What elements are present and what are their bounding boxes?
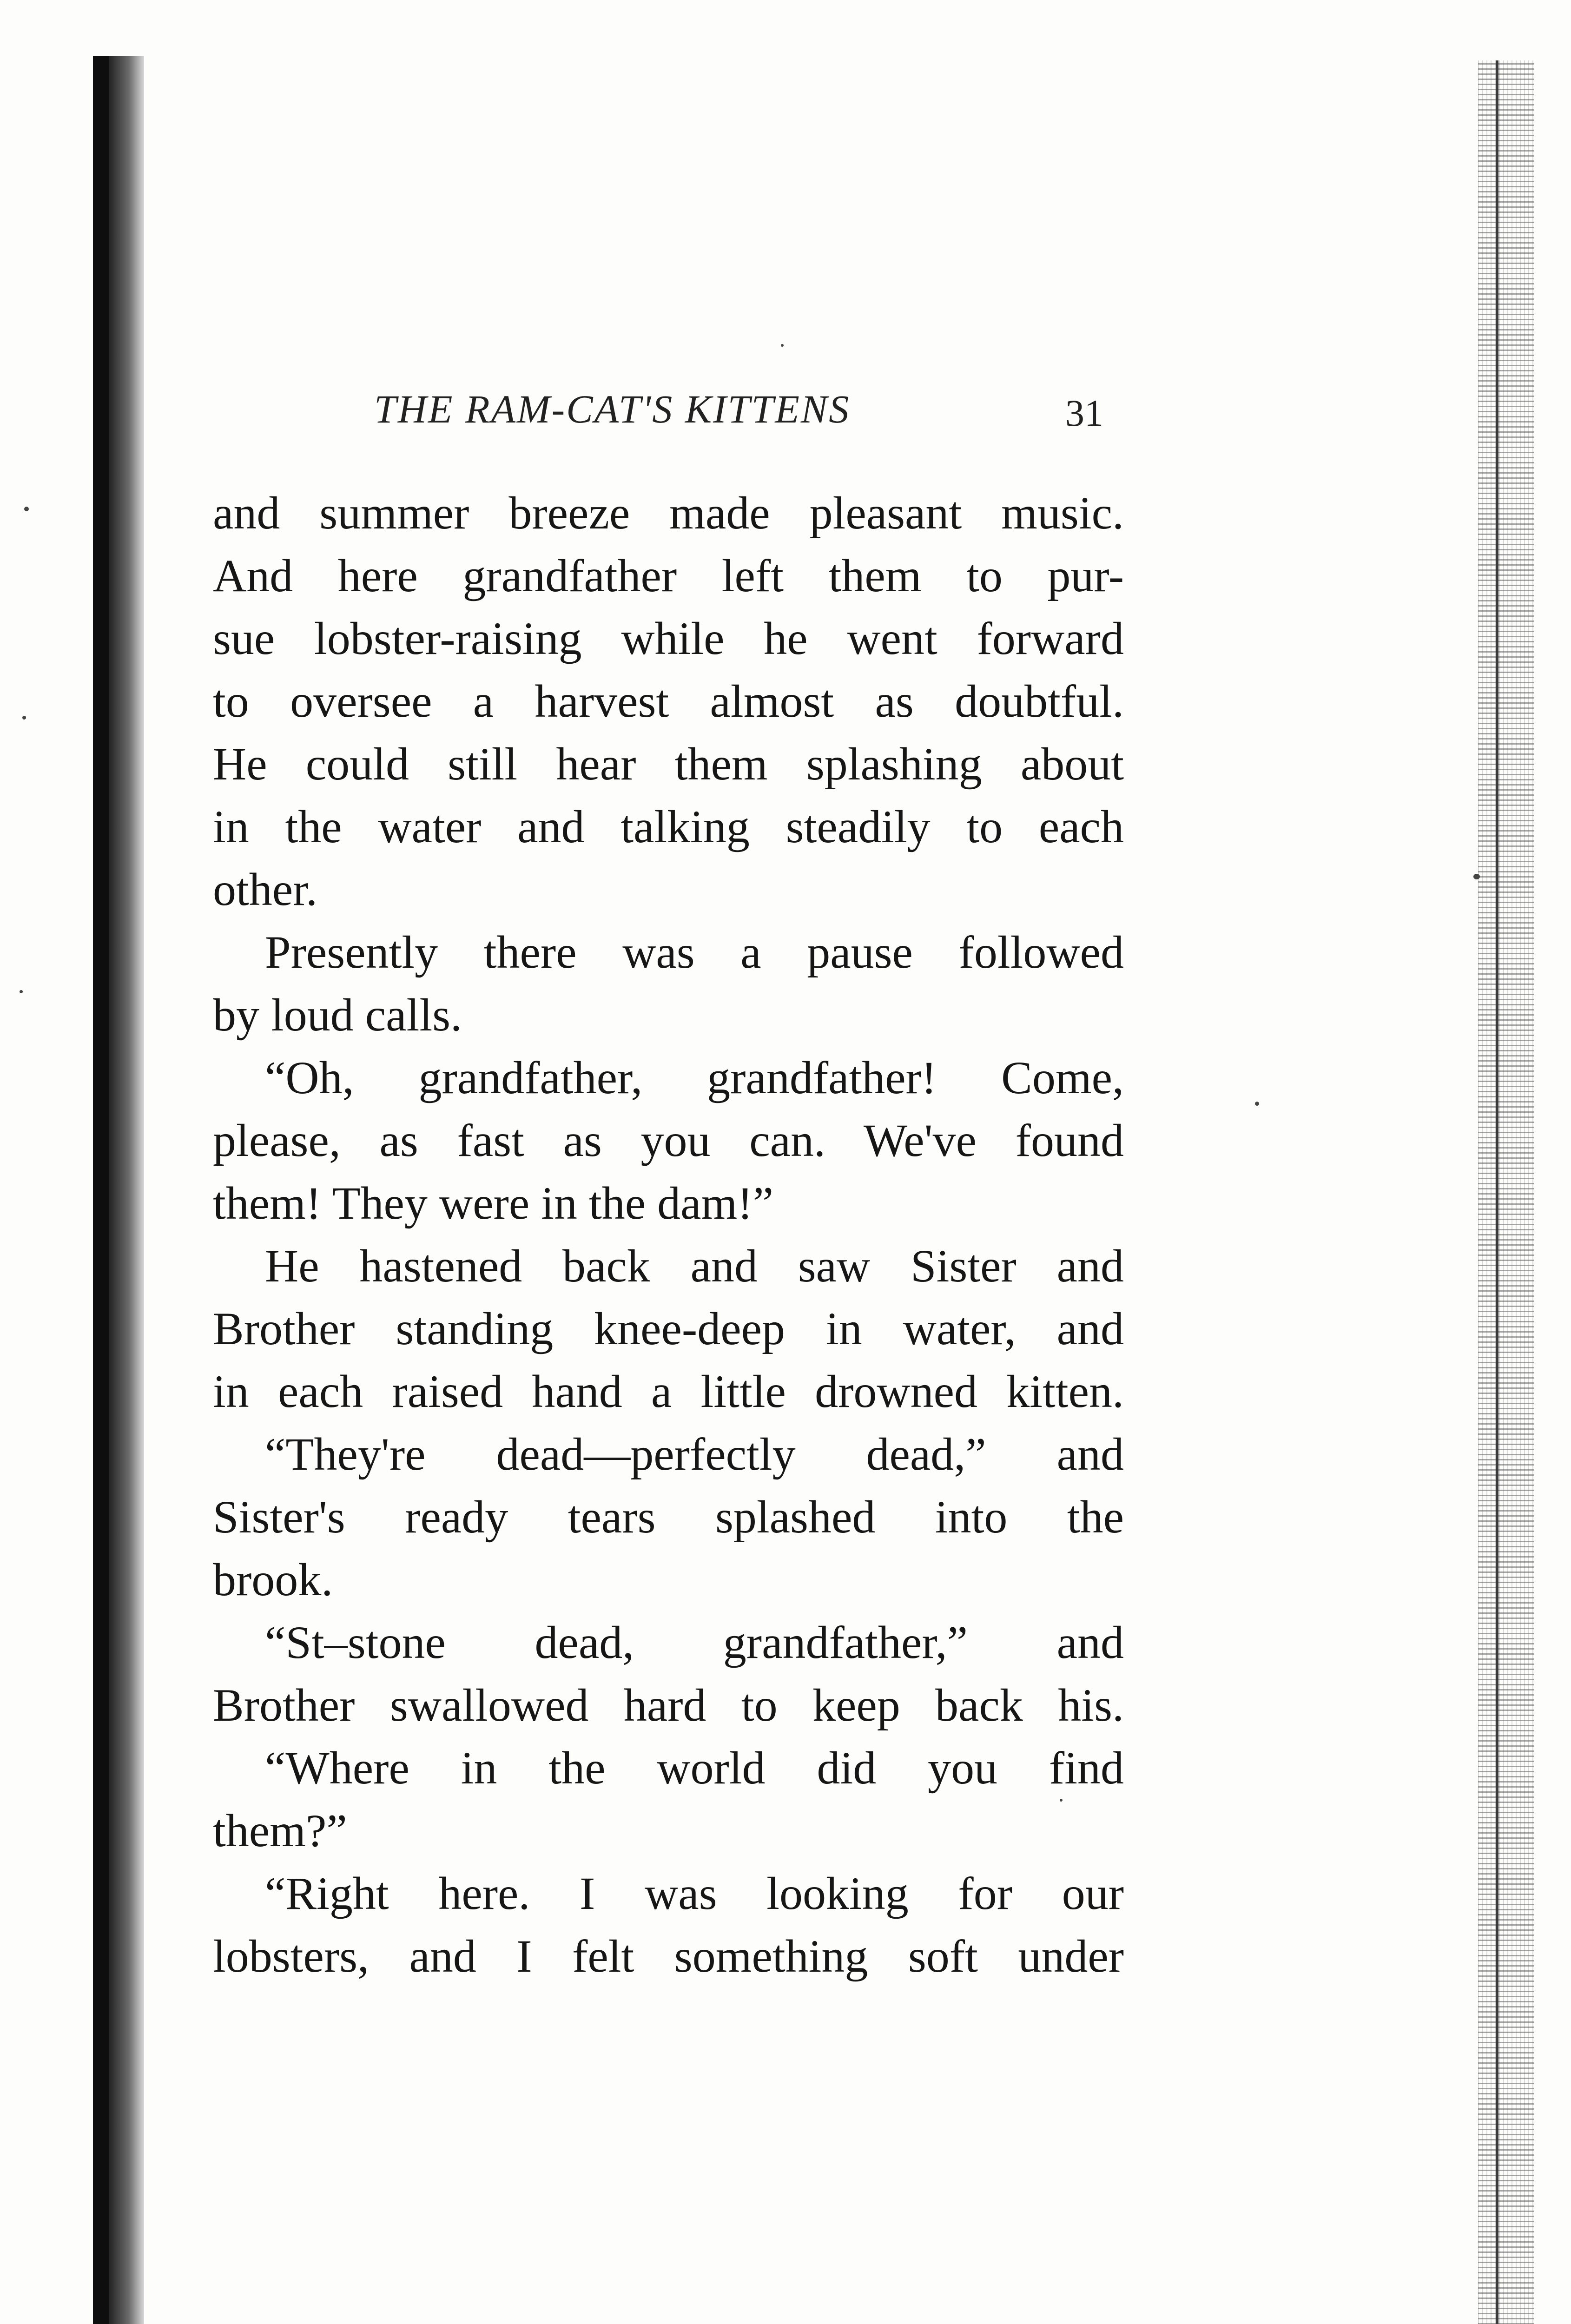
text-line: Presently there was a pause followed — [265, 926, 1124, 978]
text-line: please, as fast as you can. We've found — [213, 1115, 1124, 1166]
binding-edge — [93, 56, 109, 2324]
text-line: “Right here. I was looking for our — [265, 1868, 1124, 1919]
speck — [1255, 1102, 1259, 1106]
page-edge-rule — [1496, 60, 1498, 2324]
speck — [781, 344, 784, 347]
running-head-title: THE RAM-CAT'S KITTENS — [374, 387, 851, 431]
speck — [1060, 1799, 1063, 1802]
text-line: in the water and talking steadily to each — [213, 801, 1124, 852]
body-text — [213, 482, 1124, 1987]
text-line: and summer breeze made pleasant music. — [213, 487, 1124, 539]
text-line: to oversee a harvest almost as doubtful. — [213, 675, 1124, 727]
text-line: them?” — [213, 1805, 347, 1856]
text-line: them! They were in the dam!” — [213, 1177, 774, 1229]
text-line: brook. — [213, 1554, 333, 1605]
text-line: “St–stone dead, grandfather,” and — [265, 1617, 1124, 1668]
page-edge-noise — [1478, 60, 1534, 2324]
text-line: “They're dead—perfectly dead,” and — [265, 1428, 1124, 1480]
text-line: And here grandfather left them to pur- — [213, 550, 1124, 601]
text-line: other. — [213, 864, 317, 915]
text-line: He hastened back and saw Sister and — [265, 1240, 1124, 1292]
text-line: He could still hear them splashing about — [213, 738, 1124, 790]
speck — [1473, 874, 1480, 879]
text-line: in each raised hand a little drowned kitten. — [213, 1366, 1124, 1417]
speck — [20, 990, 23, 993]
text-line: Sister's ready tears splashed into the — [213, 1491, 1124, 1543]
text-line: lobsters, and I felt something soft under — [213, 1930, 1124, 1982]
speck — [24, 507, 29, 511]
text-line: Brother standing knee-deep in water, and — [213, 1303, 1124, 1354]
text-line: Brother swallowed hard to keep back his. — [213, 1679, 1124, 1731]
text-line: sue lobster-raising while he went forward — [213, 613, 1124, 664]
text-line: by loud calls. — [213, 989, 462, 1041]
text-line: “Where in the world did you find — [265, 1742, 1124, 1794]
page-number: 31 — [1065, 392, 1103, 434]
speck — [22, 716, 26, 720]
text-line: “Oh, grandfather, grandfather! Come, — [265, 1052, 1124, 1103]
